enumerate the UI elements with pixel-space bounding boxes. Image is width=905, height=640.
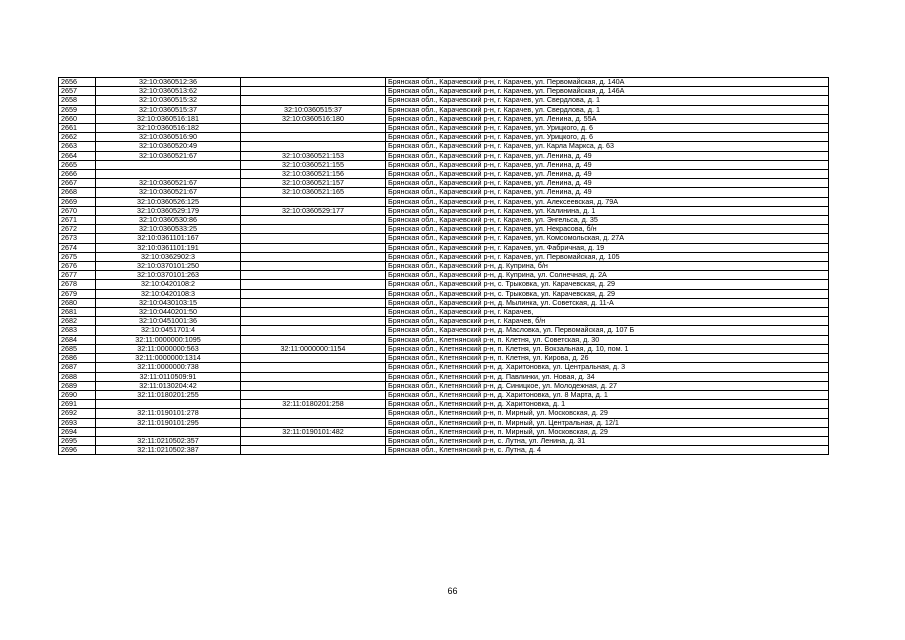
address-cell: Брянская обл., Карачевский р-н, г. Карачев, ул. Ленина, д. 55А xyxy=(386,114,829,123)
address-cell: Брянская обл., Карачевский р-н, г. Карачев, ул. Ленина, д. 49 xyxy=(386,188,829,197)
related-cadastral-number-cell xyxy=(241,225,386,234)
cadastral-number-cell: 32:11:0000000:1095 xyxy=(96,335,241,344)
address-cell: Брянская обл., Клетнянский р-н, д. Харитоновка, д. 1 xyxy=(386,400,829,409)
table-row xyxy=(59,308,829,317)
row-number-cell: 2694 xyxy=(59,427,96,436)
cadastral-number-cell: 32:11:0180201:255 xyxy=(96,390,241,399)
table-row xyxy=(59,262,829,271)
table-row xyxy=(59,381,829,390)
address-cell: Брянская обл., Карачевский р-н, д. Куприна, б/н xyxy=(386,262,829,271)
row-number-cell: 2683 xyxy=(59,326,96,335)
table-row xyxy=(59,133,829,142)
related-cadastral-number-cell xyxy=(241,372,386,381)
cadastral-number-cell: 32:10:0360515:37 xyxy=(96,105,241,114)
row-number-cell: 2691 xyxy=(59,400,96,409)
table-row xyxy=(59,427,829,436)
address-cell: Брянская обл., Карачевский р-н, г. Карачев, ул. Энгельса, д. 35 xyxy=(386,216,829,225)
table-row xyxy=(59,446,829,455)
table-row xyxy=(59,271,829,280)
table-row xyxy=(59,363,829,372)
row-number-cell: 2658 xyxy=(59,96,96,105)
cadastral-number-cell: 32:11:0000000:1314 xyxy=(96,354,241,363)
cadastral-number-cell: 32:10:0360526:125 xyxy=(96,197,241,206)
row-number-cell: 2667 xyxy=(59,179,96,188)
row-number-cell: 2657 xyxy=(59,87,96,96)
table-row xyxy=(59,243,829,252)
related-cadastral-number-cell xyxy=(241,409,386,418)
row-number-cell: 2690 xyxy=(59,390,96,399)
row-number-cell: 2674 xyxy=(59,243,96,252)
row-number-cell: 2696 xyxy=(59,446,96,455)
cadastral-number-cell: 32:10:0451001:36 xyxy=(96,317,241,326)
related-cadastral-number-cell xyxy=(241,381,386,390)
table-row xyxy=(59,216,829,225)
cadastral-number-cell: 32:11:0110509:91 xyxy=(96,372,241,381)
address-cell: Брянская обл., Карачевский р-н, д. Мылинка, ул. Советская, д. 11-А xyxy=(386,298,829,307)
cadastral-number-cell: 32:10:0430103:15 xyxy=(96,298,241,307)
row-number-cell: 2688 xyxy=(59,372,96,381)
property-table-body xyxy=(59,78,829,455)
table-row xyxy=(59,390,829,399)
related-cadastral-number-cell: 32:11:0180201:258 xyxy=(241,400,386,409)
row-number-cell: 2665 xyxy=(59,160,96,169)
cadastral-number-cell: 32:10:0360516:181 xyxy=(96,114,241,123)
address-cell: Брянская обл., Клетнянский р-н, д. Харитоновка, ул. 8 Марта, д. 1 xyxy=(386,390,829,399)
table-row xyxy=(59,335,829,344)
table-row xyxy=(59,344,829,353)
related-cadastral-number-cell: 32:10:0360529:177 xyxy=(241,206,386,215)
related-cadastral-number-cell xyxy=(241,142,386,151)
related-cadastral-number-cell xyxy=(241,216,386,225)
related-cadastral-number-cell xyxy=(241,252,386,261)
table-row xyxy=(59,87,829,96)
related-cadastral-number-cell xyxy=(241,418,386,427)
table-row xyxy=(59,151,829,160)
row-number-cell: 2681 xyxy=(59,308,96,317)
row-number-cell: 2656 xyxy=(59,78,96,87)
cadastral-number-cell: 32:10:0360513:62 xyxy=(96,87,241,96)
related-cadastral-number-cell xyxy=(241,308,386,317)
row-number-cell: 2675 xyxy=(59,252,96,261)
related-cadastral-number-cell: 32:10:0360521:156 xyxy=(241,170,386,179)
table-row xyxy=(59,298,829,307)
row-number-cell: 2670 xyxy=(59,206,96,215)
address-cell: Брянская обл., Карачевский р-н, д. Масловка, ул. Первомайская, д. 107 Б xyxy=(386,326,829,335)
address-cell: Брянская обл., Карачевский р-н, г. Карачев, ул. Некрасова, б/н xyxy=(386,225,829,234)
address-cell: Брянская обл., Клетнянский р-н, п. Мирный, ул. Московская, д. 29 xyxy=(386,427,829,436)
address-cell: Брянская обл., Клетнянский р-н, с. Лутна, ул. Ленина, д. 31 xyxy=(386,436,829,445)
related-cadastral-number-cell xyxy=(241,326,386,335)
address-cell: Брянская обл., Карачевский р-н, г. Карачев, ул. Ленина, д. 49 xyxy=(386,179,829,188)
table-row xyxy=(59,206,829,215)
address-cell: Брянская обл., Карачевский р-н, г. Карачев, ул. Комсомольская, д. 27А xyxy=(386,234,829,243)
related-cadastral-number-cell: 32:10:0360515:37 xyxy=(241,105,386,114)
related-cadastral-number-cell: 32:10:0360516:180 xyxy=(241,114,386,123)
related-cadastral-number-cell xyxy=(241,436,386,445)
table-row xyxy=(59,114,829,123)
address-cell: Брянская обл., Клетнянский р-н, с. Лутна, д. 4 xyxy=(386,446,829,455)
address-cell: Брянская обл., Карачевский р-н, д. Куприна, ул. Солнечная, д. 2А xyxy=(386,271,829,280)
address-cell: Брянская обл., Карачевский р-н, г. Карачев, ул. Свердлова, д. 1 xyxy=(386,105,829,114)
table-row xyxy=(59,317,829,326)
table-row xyxy=(59,409,829,418)
address-cell: Брянская обл., Карачевский р-н, г. Карачев, ул. Фабричная, д. 19 xyxy=(386,243,829,252)
table-row xyxy=(59,225,829,234)
related-cadastral-number-cell xyxy=(241,363,386,372)
table-row xyxy=(59,326,829,335)
row-number-cell: 2668 xyxy=(59,188,96,197)
address-cell: Брянская обл., Карачевский р-н, с. Трыковка, ул. Карачевская, д. 29 xyxy=(386,280,829,289)
row-number-cell: 2686 xyxy=(59,354,96,363)
cadastral-number-cell xyxy=(96,400,241,409)
row-number-cell: 2693 xyxy=(59,418,96,427)
table-row xyxy=(59,289,829,298)
table-row xyxy=(59,96,829,105)
cadastral-number-cell: 32:10:0360530:86 xyxy=(96,216,241,225)
row-number-cell: 2680 xyxy=(59,298,96,307)
cadastral-number-cell: 32:10:0451701:4 xyxy=(96,326,241,335)
related-cadastral-number-cell xyxy=(241,317,386,326)
address-cell: Брянская обл., Карачевский р-н, с. Трыковка, ул. Карачевская, д. 29 xyxy=(386,289,829,298)
table-row xyxy=(59,124,829,133)
row-number-cell: 2671 xyxy=(59,216,96,225)
address-cell: Брянская обл., Клетнянский р-н, д. Харитоновка, ул. Центральная, д. 3 xyxy=(386,363,829,372)
row-number-cell: 2689 xyxy=(59,381,96,390)
row-number-cell: 2660 xyxy=(59,114,96,123)
related-cadastral-number-cell xyxy=(241,243,386,252)
row-number-cell: 2669 xyxy=(59,197,96,206)
table-row xyxy=(59,252,829,261)
table-row xyxy=(59,170,829,179)
row-number-cell: 2662 xyxy=(59,133,96,142)
related-cadastral-number-cell xyxy=(241,124,386,133)
cadastral-number-cell: 32:10:0360521:67 xyxy=(96,188,241,197)
related-cadastral-number-cell xyxy=(241,271,386,280)
cadastral-number-cell: 32:10:0360516:90 xyxy=(96,133,241,142)
related-cadastral-number-cell xyxy=(241,298,386,307)
cadastral-number-cell: 32:10:0360512:36 xyxy=(96,78,241,87)
cadastral-number-cell: 32:11:0190101:278 xyxy=(96,409,241,418)
address-cell: Брянская обл., Карачевский р-н, г. Карачев, ул. Урицкого, д. 6 xyxy=(386,133,829,142)
address-cell: Брянская обл., Клетнянский р-н, п. Клетня, ул. Советская, д. 30 xyxy=(386,335,829,344)
cadastral-number-cell: 32:10:0361101:167 xyxy=(96,234,241,243)
row-number-cell: 2685 xyxy=(59,344,96,353)
cadastral-number-cell: 32:11:0000000:563 xyxy=(96,344,241,353)
page-number: 66 xyxy=(447,586,458,596)
address-cell: Брянская обл., Клетнянский р-н, п. Мирный, ул. Центральная, д. 12/1 xyxy=(386,418,829,427)
address-cell: Брянская обл., Карачевский р-н, г. Карачев, xyxy=(386,308,829,317)
cadastral-number-cell: 32:10:0420108:2 xyxy=(96,280,241,289)
cadastral-number-cell xyxy=(96,160,241,169)
cadastral-number-cell: 32:10:0360521:67 xyxy=(96,179,241,188)
address-cell: Брянская обл., Карачевский р-н, г. Карачев, ул. Ленина, д. 49 xyxy=(386,170,829,179)
related-cadastral-number-cell xyxy=(241,87,386,96)
related-cadastral-number-cell: 32:10:0360521:153 xyxy=(241,151,386,160)
related-cadastral-number-cell xyxy=(241,96,386,105)
address-cell: Брянская обл., Карачевский р-н, г. Карачев, ул. Первомайская, д. 105 xyxy=(386,252,829,261)
table-row xyxy=(59,418,829,427)
cadastral-number-cell: 32:10:0360515:32 xyxy=(96,96,241,105)
table-row xyxy=(59,372,829,381)
row-number-cell: 2695 xyxy=(59,436,96,445)
related-cadastral-number-cell: 32:11:0000000:1154 xyxy=(241,344,386,353)
related-cadastral-number-cell xyxy=(241,197,386,206)
cadastral-number-cell: 32:11:0210502:387 xyxy=(96,446,241,455)
table-row xyxy=(59,78,829,87)
related-cadastral-number-cell xyxy=(241,354,386,363)
related-cadastral-number-cell xyxy=(241,446,386,455)
table-row xyxy=(59,436,829,445)
cadastral-number-cell: 32:10:0360520:49 xyxy=(96,142,241,151)
row-number-cell: 2677 xyxy=(59,271,96,280)
related-cadastral-number-cell xyxy=(241,78,386,87)
cadastral-number-cell: 32:10:0440201:50 xyxy=(96,308,241,317)
cadastral-number-cell: 32:10:0360533:25 xyxy=(96,225,241,234)
address-cell: Брянская обл., Карачевский р-н, г. Карачев, ул. Первомайская, д. 140А xyxy=(386,78,829,87)
address-cell: Брянская обл., Карачевский р-н, г. Карачев, ул. Карла Маркса, д. 63 xyxy=(386,142,829,151)
table-row xyxy=(59,280,829,289)
row-number-cell: 2664 xyxy=(59,151,96,160)
cadastral-number-cell xyxy=(96,427,241,436)
table-row xyxy=(59,160,829,169)
related-cadastral-number-cell xyxy=(241,335,386,344)
address-cell: Брянская обл., Карачевский р-н, г. Карачев, ул. Свердлова, д. 1 xyxy=(386,96,829,105)
related-cadastral-number-cell: 32:10:0360521:165 xyxy=(241,188,386,197)
row-number-cell: 2672 xyxy=(59,225,96,234)
cadastral-number-cell: 32:11:0190101:295 xyxy=(96,418,241,427)
cadastral-number-cell: 32:10:0420108:3 xyxy=(96,289,241,298)
table-row xyxy=(59,354,829,363)
address-cell: Брянская обл., Карачевский р-н, г. Карачев, ул. Урицкого, д. 6 xyxy=(386,124,829,133)
cadastral-number-cell: 32:10:0360529:179 xyxy=(96,206,241,215)
address-cell: Брянская обл., Клетнянский р-н, п. Клетня, ул. Кирова, д. 26 xyxy=(386,354,829,363)
cadastral-number-cell: 32:10:0362902:3 xyxy=(96,252,241,261)
cadastral-number-cell: 32:10:0361101:191 xyxy=(96,243,241,252)
row-number-cell: 2684 xyxy=(59,335,96,344)
cadastral-number-cell: 32:10:0360516:182 xyxy=(96,124,241,133)
table-row xyxy=(59,234,829,243)
table-row xyxy=(59,197,829,206)
row-number-cell: 2678 xyxy=(59,280,96,289)
address-cell: Брянская обл., Клетнянский р-н, д. Синицкое, ул. Молодежная, д. 27 xyxy=(386,381,829,390)
cadastral-number-cell: 32:11:0000000:738 xyxy=(96,363,241,372)
table-row xyxy=(59,400,829,409)
row-number-cell: 2682 xyxy=(59,317,96,326)
row-number-cell: 2687 xyxy=(59,363,96,372)
related-cadastral-number-cell xyxy=(241,133,386,142)
related-cadastral-number-cell xyxy=(241,280,386,289)
related-cadastral-number-cell: 32:10:0360521:157 xyxy=(241,179,386,188)
related-cadastral-number-cell: 32:11:0190101:482 xyxy=(241,427,386,436)
row-number-cell: 2661 xyxy=(59,124,96,133)
related-cadastral-number-cell xyxy=(241,234,386,243)
address-cell: Брянская обл., Карачевский р-н, г. Карачев, ул. Калинина, д. 1 xyxy=(386,206,829,215)
address-cell: Брянская обл., Карачевский р-н, г. Карачев, ул. Ленина, д. 49 xyxy=(386,160,829,169)
table-row xyxy=(59,188,829,197)
address-cell: Брянская обл., Клетнянский р-н, д. Павлинки, ул. Новая, д. 34 xyxy=(386,372,829,381)
row-number-cell: 2676 xyxy=(59,262,96,271)
row-number-cell: 2663 xyxy=(59,142,96,151)
property-table xyxy=(58,77,829,455)
cadastral-number-cell: 32:11:0130204:42 xyxy=(96,381,241,390)
address-cell: Брянская обл., Клетнянский р-н, п. Клетня, ул. Вокзальная, д. 10, пом. 1 xyxy=(386,344,829,353)
row-number-cell: 2659 xyxy=(59,105,96,114)
related-cadastral-number-cell: 32:10:0360521:155 xyxy=(241,160,386,169)
row-number-cell: 2679 xyxy=(59,289,96,298)
address-cell: Брянская обл., Карачевский р-н, г. Карачев, б/н xyxy=(386,317,829,326)
address-cell: Брянская обл., Карачевский р-н, г. Карачев, ул. Алексеевская, д. 79А xyxy=(386,197,829,206)
cadastral-number-cell: 32:10:0370101:263 xyxy=(96,271,241,280)
cadastral-number-cell: 32:10:0370101:250 xyxy=(96,262,241,271)
cadastral-number-cell: 32:11:0210502:357 xyxy=(96,436,241,445)
related-cadastral-number-cell xyxy=(241,289,386,298)
address-cell: Брянская обл., Карачевский р-н, г. Карачев, ул. Первомайская, д. 146А xyxy=(386,87,829,96)
table-row xyxy=(59,179,829,188)
address-cell: Брянская обл., Клетнянский р-н, п. Мирный, ул. Московская, д. 29 xyxy=(386,409,829,418)
related-cadastral-number-cell xyxy=(241,262,386,271)
address-cell: Брянская обл., Карачевский р-н, г. Карачев, ул. Ленина, д. 49 xyxy=(386,151,829,160)
row-number-cell: 2673 xyxy=(59,234,96,243)
table-row xyxy=(59,105,829,114)
related-cadastral-number-cell xyxy=(241,390,386,399)
row-number-cell: 2666 xyxy=(59,170,96,179)
cadastral-number-cell: 32:10:0360521:67 xyxy=(96,151,241,160)
cadastral-number-cell xyxy=(96,170,241,179)
row-number-cell: 2692 xyxy=(59,409,96,418)
table-row xyxy=(59,142,829,151)
